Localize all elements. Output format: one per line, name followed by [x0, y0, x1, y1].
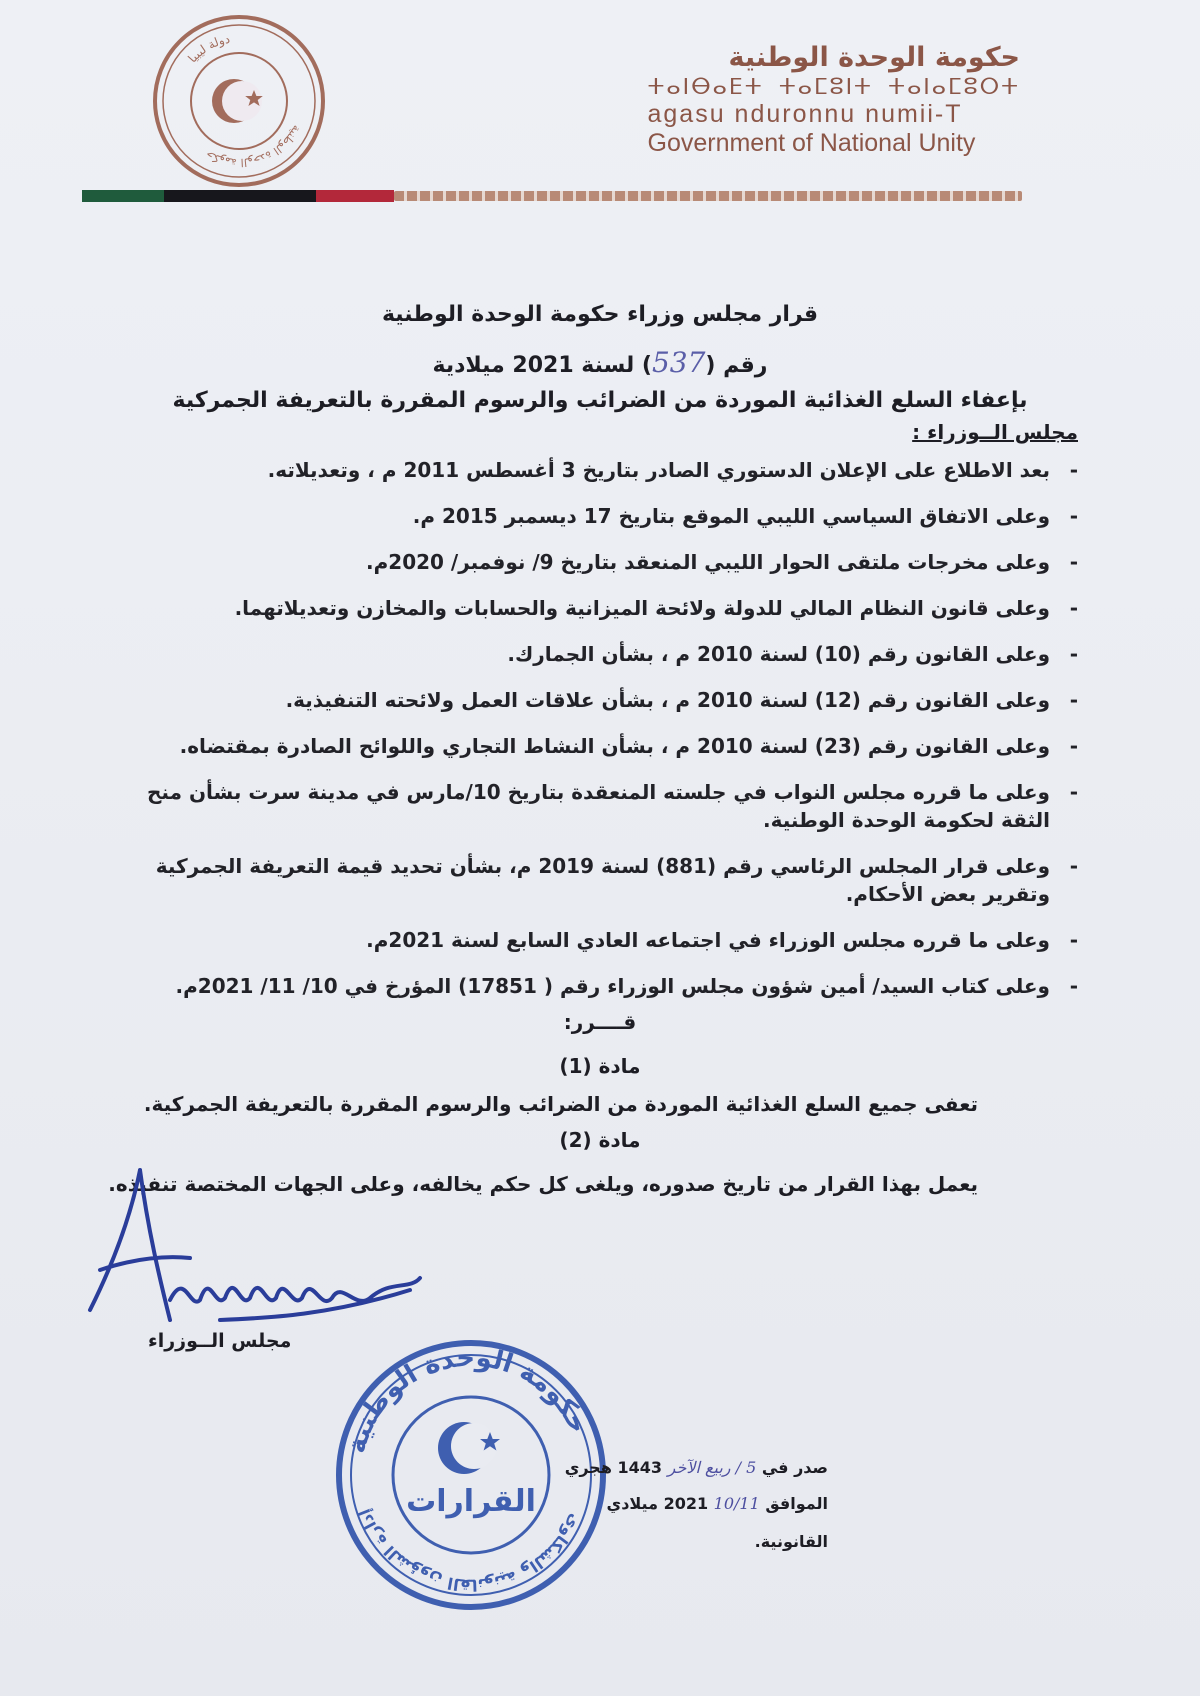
signature-label: مجلس الــوزراء — [148, 1330, 292, 1352]
flag-band-black — [164, 190, 316, 202]
council-heading: مجلس الــوزراء : — [912, 420, 1078, 444]
issued-hijri-line: صدر في 5 / ربيع الآخر 1443 هجري — [564, 1458, 828, 1477]
article-1-title: مادة (1) — [559, 1054, 641, 1078]
hijri-handwritten-date: 5 / ربيع الآخر — [667, 1458, 757, 1477]
header-tifinagh-title: ⵜⴰⵏⴱⴰⴹⵜ ⵜⴰⵎⵓⵏⵜ ⵜⴰⵏⴰⵎⵓⵔⵜ — [647, 75, 1020, 100]
decorative-chain-band — [394, 191, 1022, 201]
preamble-item: - وعلى مخرجات ملتقى الحوار الليبي المنعقد بتاريخ 9/ نوفمبر/ 2020م. — [98, 548, 1078, 576]
decided-heading: قــــرر: — [563, 1010, 637, 1034]
issued-gregorian-line: الموافق 10/11 2021 ميلادي — [606, 1494, 828, 1513]
header-arabic-title: حكومة الوحدة الوطنية — [728, 42, 1020, 73]
gregorian-handwritten-date: 10/11 — [713, 1494, 760, 1513]
article-2-text: يعمل بهذا القرار من تاريخ صدوره، ويلغى كل حكم يخالفه، وعلى الجهات المختصة تنفيذه. — [108, 1172, 978, 1196]
decision-title: قرار مجلس وزراء حكومة الوحدة الوطنية — [381, 302, 819, 327]
preamble-item: - وعلى ما قرره مجلس الوزراء في اجتماعه العادي السابع لسنة 2021م. — [98, 926, 1078, 954]
preamble-item: - بعد الاطلاع على الإعلان الدستوري الصادر بتاريخ 3 أغسطس 2011 م ، وتعديلاته. — [98, 456, 1078, 484]
decision-subject: بإعفاء السلع الغذائية الموردة من الضرائب والرسوم المقررة بالتعريفة الجمركية — [172, 388, 1028, 413]
preamble-item: - وعلى كتاب السيد/ أمين شؤون مجلس الوزراء رقم ( 17851) المؤرخ في 10/ 11/ 2021م. — [98, 972, 1078, 1000]
svg-text:حكومة الوحدة الوطنية: حكومة الوحدة الوطنية — [203, 122, 304, 169]
article-1-text: تعفى جميع السلع الغذائية الموردة من الضرائب والرسوم المقررة بالتعريفة الجمركية. — [143, 1092, 978, 1116]
flag-band-green — [82, 190, 164, 202]
flag-band-red — [316, 190, 394, 202]
preamble-item: - وعلى قانون النظام المالي للدولة ولائحة الميزانية والحسابات والمخازن وتعديلاتهما. — [98, 594, 1078, 622]
article-2-title: مادة (2) — [559, 1128, 641, 1152]
preamble-item: - وعلى القانون رقم (10) لسنة 2010 م ، بشأن الجمارك. — [98, 640, 1078, 668]
svg-text:إدارة الشؤون القانونية والشكاو: إدارة الشؤون القانونية والشكاوى — [354, 1506, 586, 1595]
preamble-list — [98, 456, 1078, 1018]
preamble-item: - وعلى القانون رقم (23) لسنة 2010 م ، بشأن النشاط التجاري واللوائح الصادرة بمقتضاه. — [98, 732, 1078, 760]
decision-number-line: رقم (537) لسنة 2021 ميلادية — [432, 346, 768, 379]
svg-text:القرارات: القرارات — [406, 1484, 536, 1519]
header-title-block — [648, 42, 1021, 158]
svg-text:حكومة الوحدة الوطنية: حكومة الوحدة الوطنية — [341, 1342, 594, 1457]
libya-state-seal-icon — [150, 12, 328, 190]
footer-word: القانونية. — [754, 1532, 828, 1551]
preamble-item: - وعلى قرار المجلس الرئاسي رقم (881) لسنة 2019 م، بشأن تحديد قيمة التعريفة الجمركية وتقرير بعض الأحكام. — [98, 852, 1078, 908]
svg-text:دولة ليبيا: دولة ليبيا — [185, 31, 232, 66]
header-latin-amazigh-title: agasu nduronnu numii-T — [647, 100, 963, 128]
preamble-item: - وعلى ما قرره مجلس النواب في جلسته المنعقدة بتاريخ 10/مارس في مدينة سرت بشأن منح الثقة لحكومة الوحدة الوطنية. — [98, 778, 1078, 834]
preamble-item: - وعلى الاتفاق السياسي الليبي الموقع بتاريخ 17 ديسمبر 2015 م. — [98, 502, 1078, 530]
decision-number: 537 — [651, 346, 706, 379]
header-english-title: Government of National Unity — [647, 129, 976, 157]
preamble-item: - وعلى القانون رقم (12) لسنة 2010 م ، بشأن علاقات العمل ولائحته التنفيذية. — [98, 686, 1078, 714]
